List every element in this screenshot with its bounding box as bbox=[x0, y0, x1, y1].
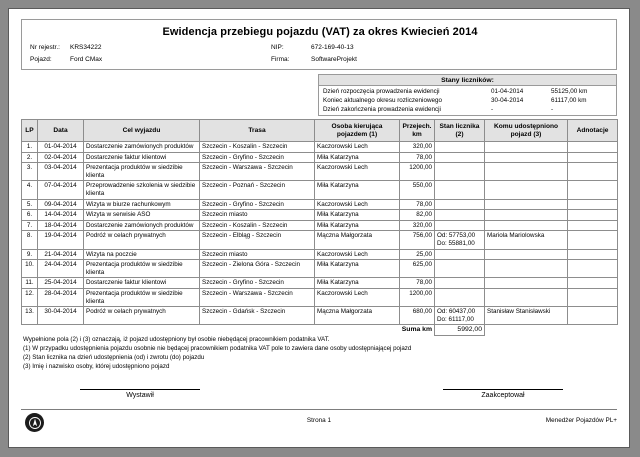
cell-shared-to bbox=[485, 210, 568, 221]
company-value: SoftwareProjekt bbox=[311, 56, 357, 63]
cell-km: 78,00 bbox=[400, 152, 435, 163]
cell-shared-to: Mariola Mariolowska bbox=[485, 231, 568, 249]
cell-date: 07-04-2014 bbox=[38, 181, 84, 199]
table-header-row bbox=[22, 120, 618, 142]
cell-counter bbox=[435, 181, 485, 199]
cell-driver: Mączna Małgorzata bbox=[315, 231, 400, 249]
cell-driver: Mączna Małgorzata bbox=[315, 307, 400, 325]
cell-km: 25,00 bbox=[400, 249, 435, 260]
cell-driver: Miła Katarzyna bbox=[315, 210, 400, 221]
cell-date: 19-04-2014 bbox=[38, 231, 84, 249]
col-header-route: Trasa bbox=[200, 120, 315, 142]
document-sheet bbox=[15, 15, 623, 441]
cell-notes bbox=[568, 260, 618, 278]
cell-km: 1200,00 bbox=[400, 163, 435, 181]
cell-counter bbox=[435, 220, 485, 231]
counter-states-body bbox=[319, 86, 616, 115]
cell-purpose: Podróż w celach prywatnych bbox=[84, 231, 200, 249]
cell-counter bbox=[435, 142, 485, 153]
cell-date: 09-04-2014 bbox=[38, 199, 84, 210]
cell-route: Szczecin - Koszalin - Szczecin bbox=[200, 142, 315, 153]
cell-km: 1200,00 bbox=[400, 288, 435, 306]
cell-shared-to bbox=[485, 142, 568, 153]
registration-label: Nr rejestr.: bbox=[30, 44, 60, 51]
footnote-1: (1) W przypadku udostępnienia pojazdu osobnie nie będącej pracownikiem podatnika VAT pole to zawiera dane osoby udostępniającej pojazd bbox=[23, 345, 412, 352]
table-row bbox=[22, 163, 618, 181]
cell-purpose: Podróż w celach prywatnych bbox=[84, 307, 200, 325]
cell-date: 01-04-2014 bbox=[38, 142, 84, 153]
table-row bbox=[22, 220, 618, 231]
cell-purpose: Dostarczenie zamówionych produktów bbox=[84, 142, 200, 153]
page-title: Ewidencja przebiegu pojazdu (VAT) za okres Kwiecień 2014 bbox=[162, 26, 478, 38]
cell-route: Szczecin - Warszawa - Szczecin bbox=[200, 163, 315, 181]
vehicle-label: Pojazd: bbox=[30, 56, 52, 63]
cell-route: Szczecin - Gryfino - Szczecin bbox=[200, 199, 315, 210]
cell-km: 550,00 bbox=[400, 181, 435, 199]
cell-notes bbox=[568, 181, 618, 199]
footer-divider bbox=[21, 409, 617, 410]
sum-row bbox=[22, 325, 618, 336]
cell-shared-to bbox=[485, 260, 568, 278]
cell-counter: Od: 57753,00 Do: 55881,00 bbox=[435, 231, 485, 249]
cell-lp: 3. bbox=[22, 163, 38, 181]
counter-km: 55125,00 km bbox=[551, 88, 588, 95]
cell-route: Szczecin miasto bbox=[200, 210, 315, 221]
col-header-purpose: Cel wyjazdu bbox=[84, 120, 200, 142]
counter-km: - bbox=[551, 106, 554, 113]
cell-date: 25-04-2014 bbox=[38, 278, 84, 289]
cell-purpose: Dostarczenie faktur klientowi bbox=[84, 152, 200, 163]
signature-issued-by bbox=[80, 389, 200, 399]
signature-accepted-by-label: Zaakceptował bbox=[481, 392, 525, 399]
document-page bbox=[8, 8, 630, 448]
cell-date: 18-04-2014 bbox=[38, 220, 84, 231]
counter-row bbox=[319, 105, 616, 114]
cell-driver: Miła Katarzyna bbox=[315, 278, 400, 289]
col-header-km: Przejech. km bbox=[400, 120, 435, 142]
nip-label: NIP: bbox=[271, 44, 284, 51]
cell-purpose: Wizyta w biurze rachunkowym bbox=[84, 199, 200, 210]
cell-driver: Miła Katarzyna bbox=[315, 152, 400, 163]
cell-date: 24-04-2014 bbox=[38, 260, 84, 278]
cell-date: 03-04-2014 bbox=[38, 163, 84, 181]
cell-route: Szczecin - Elbląg - Szczecin bbox=[200, 231, 315, 249]
cell-shared-to: Stanisław Stanisławski bbox=[485, 307, 568, 325]
col-header-driver: Osoba kierująca pojazdem (1) bbox=[315, 120, 400, 142]
table-row bbox=[22, 142, 618, 153]
mileage-table bbox=[21, 119, 618, 336]
counter-label: Koniec aktualnego okresu rozliczeniowego bbox=[323, 97, 443, 104]
cell-counter bbox=[435, 288, 485, 306]
counter-states-title: Stany liczników: bbox=[319, 75, 616, 86]
sum-label: Suma km bbox=[401, 326, 432, 334]
table-row bbox=[22, 231, 618, 249]
cell-lp: 12. bbox=[22, 288, 38, 306]
counter-row bbox=[319, 96, 616, 105]
table-row bbox=[22, 288, 618, 306]
footnote-2: (2) Stan licznika na dzień udostępnienia (od) i zwrotu (do) pojazdu bbox=[23, 354, 205, 361]
company-label: Firma: bbox=[271, 56, 290, 63]
cell-driver: Kaczorowski Lech bbox=[315, 288, 400, 306]
col-header-date: Data bbox=[38, 120, 84, 142]
cell-lp: 5. bbox=[22, 199, 38, 210]
table-row bbox=[22, 181, 618, 199]
cell-notes bbox=[568, 249, 618, 260]
cell-date: 02-04-2014 bbox=[38, 152, 84, 163]
counter-states-box bbox=[318, 74, 617, 116]
cell-purpose: Dostarczenie faktur klientowi bbox=[84, 278, 200, 289]
cell-km: 78,00 bbox=[400, 199, 435, 210]
cell-driver: Miła Katarzyna bbox=[315, 181, 400, 199]
table-row bbox=[22, 278, 618, 289]
cell-counter bbox=[435, 152, 485, 163]
cell-km: 82,00 bbox=[400, 210, 435, 221]
cell-lp: 1. bbox=[22, 142, 38, 153]
cell-purpose: Przeprowadzenie szkolenia w siedzibie klienta bbox=[84, 181, 200, 199]
cell-driver: Kaczorowski Lech bbox=[315, 163, 400, 181]
registration-value: KRS34222 bbox=[70, 44, 102, 51]
cell-lp: 4. bbox=[22, 181, 38, 199]
cell-shared-to bbox=[485, 163, 568, 181]
cell-counter bbox=[435, 210, 485, 221]
cell-km: 78,00 bbox=[400, 278, 435, 289]
sum-value: 5992,00 bbox=[435, 325, 485, 336]
cell-shared-to bbox=[485, 288, 568, 306]
cell-route: Szczecin - Gdańsk - Szczecin bbox=[200, 307, 315, 325]
cell-counter bbox=[435, 249, 485, 260]
cell-route: Szczecin miasto bbox=[200, 249, 315, 260]
table-row bbox=[22, 210, 618, 221]
cell-route: Szczecin - Warszawa - Szczecin bbox=[200, 288, 315, 306]
cell-shared-to bbox=[485, 181, 568, 199]
cell-notes bbox=[568, 199, 618, 210]
table-row bbox=[22, 152, 618, 163]
footnote-3: (3) Imię i nazwisko osoby, której udostępniono pojazd bbox=[23, 363, 170, 370]
cell-notes bbox=[568, 288, 618, 306]
cell-counter bbox=[435, 199, 485, 210]
cell-km: 756,00 bbox=[400, 231, 435, 249]
cell-lp: 10. bbox=[22, 260, 38, 278]
cell-purpose: Wizyta na poczcie bbox=[84, 249, 200, 260]
vehicle-value: Ford CMax bbox=[70, 56, 103, 63]
cell-lp: 6. bbox=[22, 210, 38, 221]
cell-route: Szczecin - Zielona Góra - Szczecin bbox=[200, 260, 315, 278]
table-row bbox=[22, 260, 618, 278]
cell-counter bbox=[435, 278, 485, 289]
cell-purpose: Prezentacja produktów w siedzibie klienta bbox=[84, 260, 200, 278]
cell-purpose: Dostarczenie zamówionych produktów bbox=[84, 220, 200, 231]
cell-route: Szczecin - Koszalin - Szczecin bbox=[200, 220, 315, 231]
cell-purpose: Prezentacja produktów w siedzibie klienta bbox=[84, 163, 200, 181]
counter-km: 61117,00 km bbox=[551, 97, 587, 104]
cell-notes bbox=[568, 231, 618, 249]
cell-counter bbox=[435, 260, 485, 278]
counter-date: - bbox=[491, 106, 494, 113]
cell-notes bbox=[568, 278, 618, 289]
cell-lp: 2. bbox=[22, 152, 38, 163]
table-row bbox=[22, 307, 618, 325]
signature-accepted-by bbox=[443, 389, 563, 399]
counter-label: Dzień rozpoczęcia prowadzenia ewidencji bbox=[323, 88, 440, 95]
footnote-0: Wypełnione pola (2) i (3) oznaczają, iż pojazd udostępniony był osobie niebędącej pracownikiem podatnika VAT. bbox=[23, 336, 330, 343]
signature-line bbox=[80, 389, 200, 390]
cell-km: 320,00 bbox=[400, 220, 435, 231]
cell-lp: 7. bbox=[22, 220, 38, 231]
counter-row bbox=[319, 87, 616, 96]
cell-km: 320,00 bbox=[400, 142, 435, 153]
cell-counter bbox=[435, 163, 485, 181]
table-body bbox=[22, 142, 618, 325]
cell-lp: 8. bbox=[22, 231, 38, 249]
cell-notes bbox=[568, 220, 618, 231]
cell-shared-to bbox=[485, 249, 568, 260]
cell-counter: Od: 60437,00 Do: 61117,00 bbox=[435, 307, 485, 325]
cell-route: Szczecin - Poznań - Szczecin bbox=[200, 181, 315, 199]
col-header-counter: Stan licznika (2) bbox=[435, 120, 485, 142]
cell-notes bbox=[568, 152, 618, 163]
cell-driver: Kaczorowski Lech bbox=[315, 199, 400, 210]
counter-label: Dzień zakończenia prowadzenia ewidencji bbox=[323, 106, 441, 113]
cell-notes bbox=[568, 210, 618, 221]
col-header-shared-to: Komu udostępniono pojazd (3) bbox=[485, 120, 568, 142]
cell-notes bbox=[568, 142, 618, 153]
cell-shared-to bbox=[485, 199, 568, 210]
table-row bbox=[22, 199, 618, 210]
cell-date: 21-04-2014 bbox=[38, 249, 84, 260]
cell-purpose: Wizyta w serwisie ASO bbox=[84, 210, 200, 221]
cell-lp: 13. bbox=[22, 307, 38, 325]
cell-notes bbox=[568, 307, 618, 325]
product-name: Menedżer Pojazdów PL+ bbox=[545, 417, 617, 424]
counter-date: 01-04-2014 bbox=[491, 88, 524, 95]
cell-lp: 9. bbox=[22, 249, 38, 260]
signature-line bbox=[443, 389, 563, 390]
cell-km: 680,00 bbox=[400, 307, 435, 325]
cell-route: Szczecin - Gryfino - Szczecin bbox=[200, 152, 315, 163]
cell-km: 625,00 bbox=[400, 260, 435, 278]
page-number: Strona 1 bbox=[306, 417, 332, 424]
col-header-notes: Adnotacje bbox=[568, 120, 618, 142]
cell-shared-to bbox=[485, 152, 568, 163]
cell-driver: Kaczorowski Lech bbox=[315, 142, 400, 153]
cell-date: 28-04-2014 bbox=[38, 288, 84, 306]
nip-value: 672-169-40-13 bbox=[311, 44, 354, 51]
cell-driver: Miła Katarzyna bbox=[315, 260, 400, 278]
table-row bbox=[22, 249, 618, 260]
document-header-box bbox=[21, 19, 617, 70]
cell-purpose: Prezentacja produktów w siedzibie klienta bbox=[84, 288, 200, 306]
signature-issued-by-label: Wystawił bbox=[126, 392, 154, 399]
col-header-lp: LP bbox=[22, 120, 38, 142]
counter-date: 30-04-2014 bbox=[491, 97, 524, 104]
cell-driver: Miła Katarzyna bbox=[315, 220, 400, 231]
cell-route: Szczecin - Gryfino - Szczecin bbox=[200, 278, 315, 289]
table-footer bbox=[22, 325, 618, 336]
cell-shared-to bbox=[485, 220, 568, 231]
cell-driver: Kaczorowski Lech bbox=[315, 249, 400, 260]
cell-shared-to bbox=[485, 278, 568, 289]
cell-lp: 11. bbox=[22, 278, 38, 289]
cell-notes bbox=[568, 163, 618, 181]
cell-date: 14-04-2014 bbox=[38, 210, 84, 221]
cell-date: 30-04-2014 bbox=[38, 307, 84, 325]
